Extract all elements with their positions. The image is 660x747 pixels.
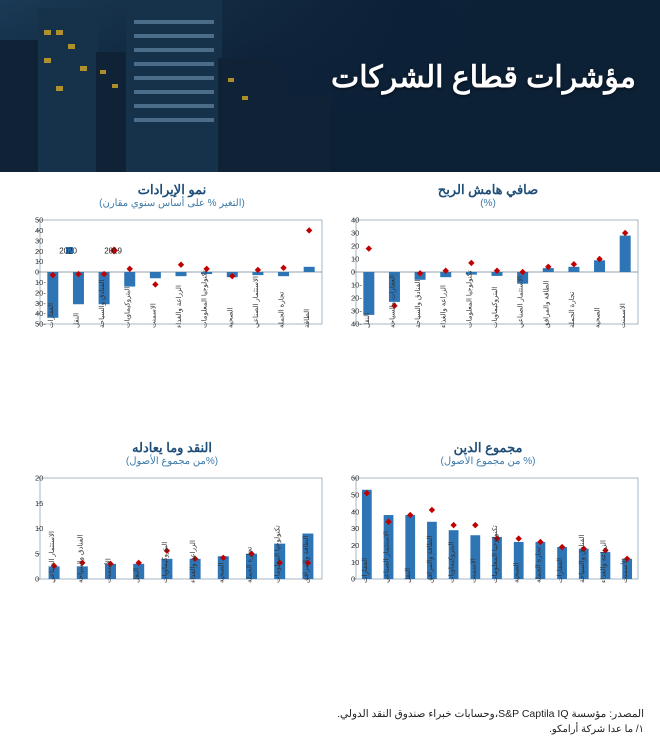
chart-panel-cash-equivalents xyxy=(14,440,330,665)
svg-text:-30: -30 xyxy=(35,298,46,308)
svg-text:الزراعة والغذاء: الزراعة والغذاء xyxy=(440,285,448,328)
svg-text:العقارات: العقارات xyxy=(361,557,369,583)
svg-text:النقل: النقل xyxy=(133,567,141,583)
svg-text:0: 0 xyxy=(351,267,356,277)
svg-text:العقارات: العقارات xyxy=(47,302,55,328)
window-light xyxy=(228,78,234,82)
svg-text:-20: -20 xyxy=(351,293,362,303)
svg-text:الطاقة: الطاقة xyxy=(304,308,312,328)
chart-title: نمو الإيرادات xyxy=(137,182,207,197)
window-light xyxy=(134,76,214,80)
building-silhouette xyxy=(218,58,276,172)
svg-text:البتروكيماويات: البتروكيماويات xyxy=(448,541,456,583)
window-light xyxy=(242,96,248,100)
cash-equivalents-svg xyxy=(14,470,330,665)
svg-text:الطاقة والمرافق: الطاقة والمرافق xyxy=(302,535,310,583)
chart-panel-total-debt xyxy=(330,440,646,665)
svg-text:تكنولوجيا المعلومات: تكنولوجيا المعلومات xyxy=(201,270,209,328)
svg-text:10: 10 xyxy=(351,557,360,567)
chart-plot-area xyxy=(14,470,330,665)
revenue-growth-svg xyxy=(14,212,330,402)
building-silhouette xyxy=(126,0,222,172)
svg-text:تكنولوجيا المعلومات: تكنولوجيا المعلومات xyxy=(466,270,474,328)
chart-subtitle: (%من مجموع الأصول) xyxy=(125,456,219,467)
svg-text:0: 0 xyxy=(35,574,40,584)
window-light xyxy=(134,20,214,24)
building-silhouette xyxy=(270,96,330,172)
svg-text:البتروكيماويات: البتروكيماويات xyxy=(492,286,499,328)
chart-subtitle: (التغير % على أساس سنوي مقارن) xyxy=(99,198,245,209)
chart-title: صافي هامش الربح xyxy=(437,182,539,197)
svg-text:0: 0 xyxy=(351,574,356,584)
svg-text:تجارة الجملة: تجارة الجملة xyxy=(246,546,254,583)
svg-text:الأسمنت: الأسمنت xyxy=(105,558,113,583)
window-light xyxy=(134,34,214,38)
svg-text:الاستثمار الصناعي: الاستثمار الصناعي xyxy=(252,276,260,328)
svg-text:-40: -40 xyxy=(351,319,362,329)
window-light xyxy=(68,44,75,49)
svg-text:تكنولوجيا المعلومات: تكنولوجيا المعلومات xyxy=(274,525,282,583)
svg-text:40: 40 xyxy=(35,226,44,235)
header-banner xyxy=(0,0,660,172)
svg-text:تجارة الجملة: تجارة الجملة xyxy=(535,546,543,583)
window-light xyxy=(44,58,51,63)
source-line-1: المصدر: مؤسسة S&P Captila IQ،وحسابات خبراء صندوق النقد الدولي. xyxy=(337,708,644,720)
svg-text:50: 50 xyxy=(351,490,360,500)
svg-text:الاسمنت: الاسمنت xyxy=(620,303,628,328)
svg-text:الصحية: الصحية xyxy=(218,562,226,583)
building-silhouette xyxy=(0,40,40,172)
svg-text:15: 15 xyxy=(35,498,44,508)
svg-text:-10: -10 xyxy=(35,278,46,287)
source-line-2: ١/ ما عدا شركة أرامكو. xyxy=(549,724,644,735)
svg-text:الصحية: الصحية xyxy=(594,307,602,328)
svg-text:60: 60 xyxy=(351,473,360,483)
svg-text:الفنادق والسياحة: الفنادق والسياحة xyxy=(77,534,85,583)
svg-text:الاسمنت: الاسمنت xyxy=(470,558,478,583)
svg-text:النقل: النقل xyxy=(363,312,371,328)
window-light xyxy=(134,118,214,122)
chart-subtitle: (%) xyxy=(480,198,496,209)
svg-text:-50: -50 xyxy=(35,319,46,329)
total-debt-svg xyxy=(330,470,646,665)
window-light xyxy=(100,70,106,74)
window-light xyxy=(134,104,214,108)
svg-text:20: 20 xyxy=(351,540,360,550)
svg-text:العقارات والسياحة: العقارات والسياحة xyxy=(389,274,397,328)
svg-text:الفنادق والسياحة: الفنادق والسياحة xyxy=(99,279,107,328)
svg-text:40: 40 xyxy=(351,507,360,517)
window-light xyxy=(44,30,51,35)
svg-text:الفنادق والسياحة: الفنادق والسياحة xyxy=(415,279,423,328)
svg-text:5: 5 xyxy=(35,549,40,559)
chart-title: النقد وما يعادله xyxy=(132,440,212,455)
window-light xyxy=(134,90,214,94)
chart-plot-area xyxy=(330,470,646,665)
svg-text:-10: -10 xyxy=(351,280,362,290)
svg-text:الزراعة والغذاء: الزراعة والغذاء xyxy=(190,540,198,583)
svg-text:30: 30 xyxy=(35,236,44,246)
svg-text:الاستثمار الصناعي: الاستثمار الصناعي xyxy=(517,276,525,328)
svg-text:تجارة الجملة: تجارة الجملة xyxy=(278,291,286,328)
svg-text:العقارات: العقارات xyxy=(557,557,565,583)
svg-text:-40: -40 xyxy=(35,309,46,319)
svg-text:-30: -30 xyxy=(351,306,362,316)
svg-text:الصحية: الصحية xyxy=(513,562,521,583)
svg-text:البتروكيماويات: البتروكيماويات xyxy=(161,541,169,583)
svg-text:النقل: النقل xyxy=(73,312,81,328)
window-light xyxy=(56,30,63,35)
svg-text:الطاقة والمرافق: الطاقة والمرافق xyxy=(543,280,551,328)
chart-plot-area xyxy=(14,212,330,402)
svg-text:النقل: النقل xyxy=(405,567,413,583)
svg-text:2020: 2020 xyxy=(59,246,77,256)
svg-text:الصحية: الصحية xyxy=(227,307,235,328)
svg-text:الفنادق والسياحة: الفنادق والسياحة xyxy=(578,534,586,583)
svg-text:10: 10 xyxy=(35,524,44,534)
page-title: مؤشرات قطاع الشركات xyxy=(331,61,636,94)
svg-text:البتروكيماويات: البتروكيماويات xyxy=(124,286,132,328)
svg-text:20: 20 xyxy=(351,241,360,251)
source-note xyxy=(16,707,644,737)
chart-title: مجموع الدين xyxy=(453,440,523,455)
svg-text:50: 50 xyxy=(35,215,44,225)
svg-text:الاستثمار الصناعي: الاستثمار الصناعي xyxy=(49,531,57,583)
svg-text:20: 20 xyxy=(35,473,44,483)
svg-text:30: 30 xyxy=(351,228,360,238)
svg-text:الأسمنت: الأسمنت xyxy=(622,558,630,583)
window-light xyxy=(80,66,87,71)
svg-text:الاسمنت: الاسمنت xyxy=(150,303,158,328)
chart-subtitle: (% من مجموع الأصول) xyxy=(440,456,536,467)
window-light xyxy=(134,48,214,52)
svg-text:تكنولوجيا المعلومات: تكنولوجيا المعلومات xyxy=(492,525,499,583)
svg-text:40: 40 xyxy=(351,215,360,225)
svg-text:الطاقة والمرافق: الطاقة والمرافق xyxy=(426,535,434,583)
svg-text:10: 10 xyxy=(35,257,44,267)
window-light xyxy=(56,86,63,91)
svg-text:2019: 2019 xyxy=(104,246,122,256)
svg-text:الزراعة والغذاء: الزراعة والغذاء xyxy=(176,285,183,328)
chart-panel-profit-margin xyxy=(330,182,646,402)
svg-text:10: 10 xyxy=(351,254,360,264)
svg-text:20: 20 xyxy=(35,246,44,256)
window-light xyxy=(134,62,214,66)
profit-margin-svg xyxy=(330,212,646,402)
svg-text:الزراعة والغذاء: الزراعة والغذاء xyxy=(600,540,608,583)
chart-panel-revenue-growth xyxy=(14,182,330,402)
svg-text:30: 30 xyxy=(351,524,360,534)
window-light xyxy=(112,84,118,88)
chart-plot-area xyxy=(330,212,646,402)
svg-text:-20: -20 xyxy=(35,288,46,298)
svg-text:الاستثمار الصناعي: الاستثمار الصناعي xyxy=(383,531,391,583)
svg-text:0: 0 xyxy=(35,267,40,277)
svg-text:تجارة الجملة: تجارة الجملة xyxy=(568,291,576,328)
